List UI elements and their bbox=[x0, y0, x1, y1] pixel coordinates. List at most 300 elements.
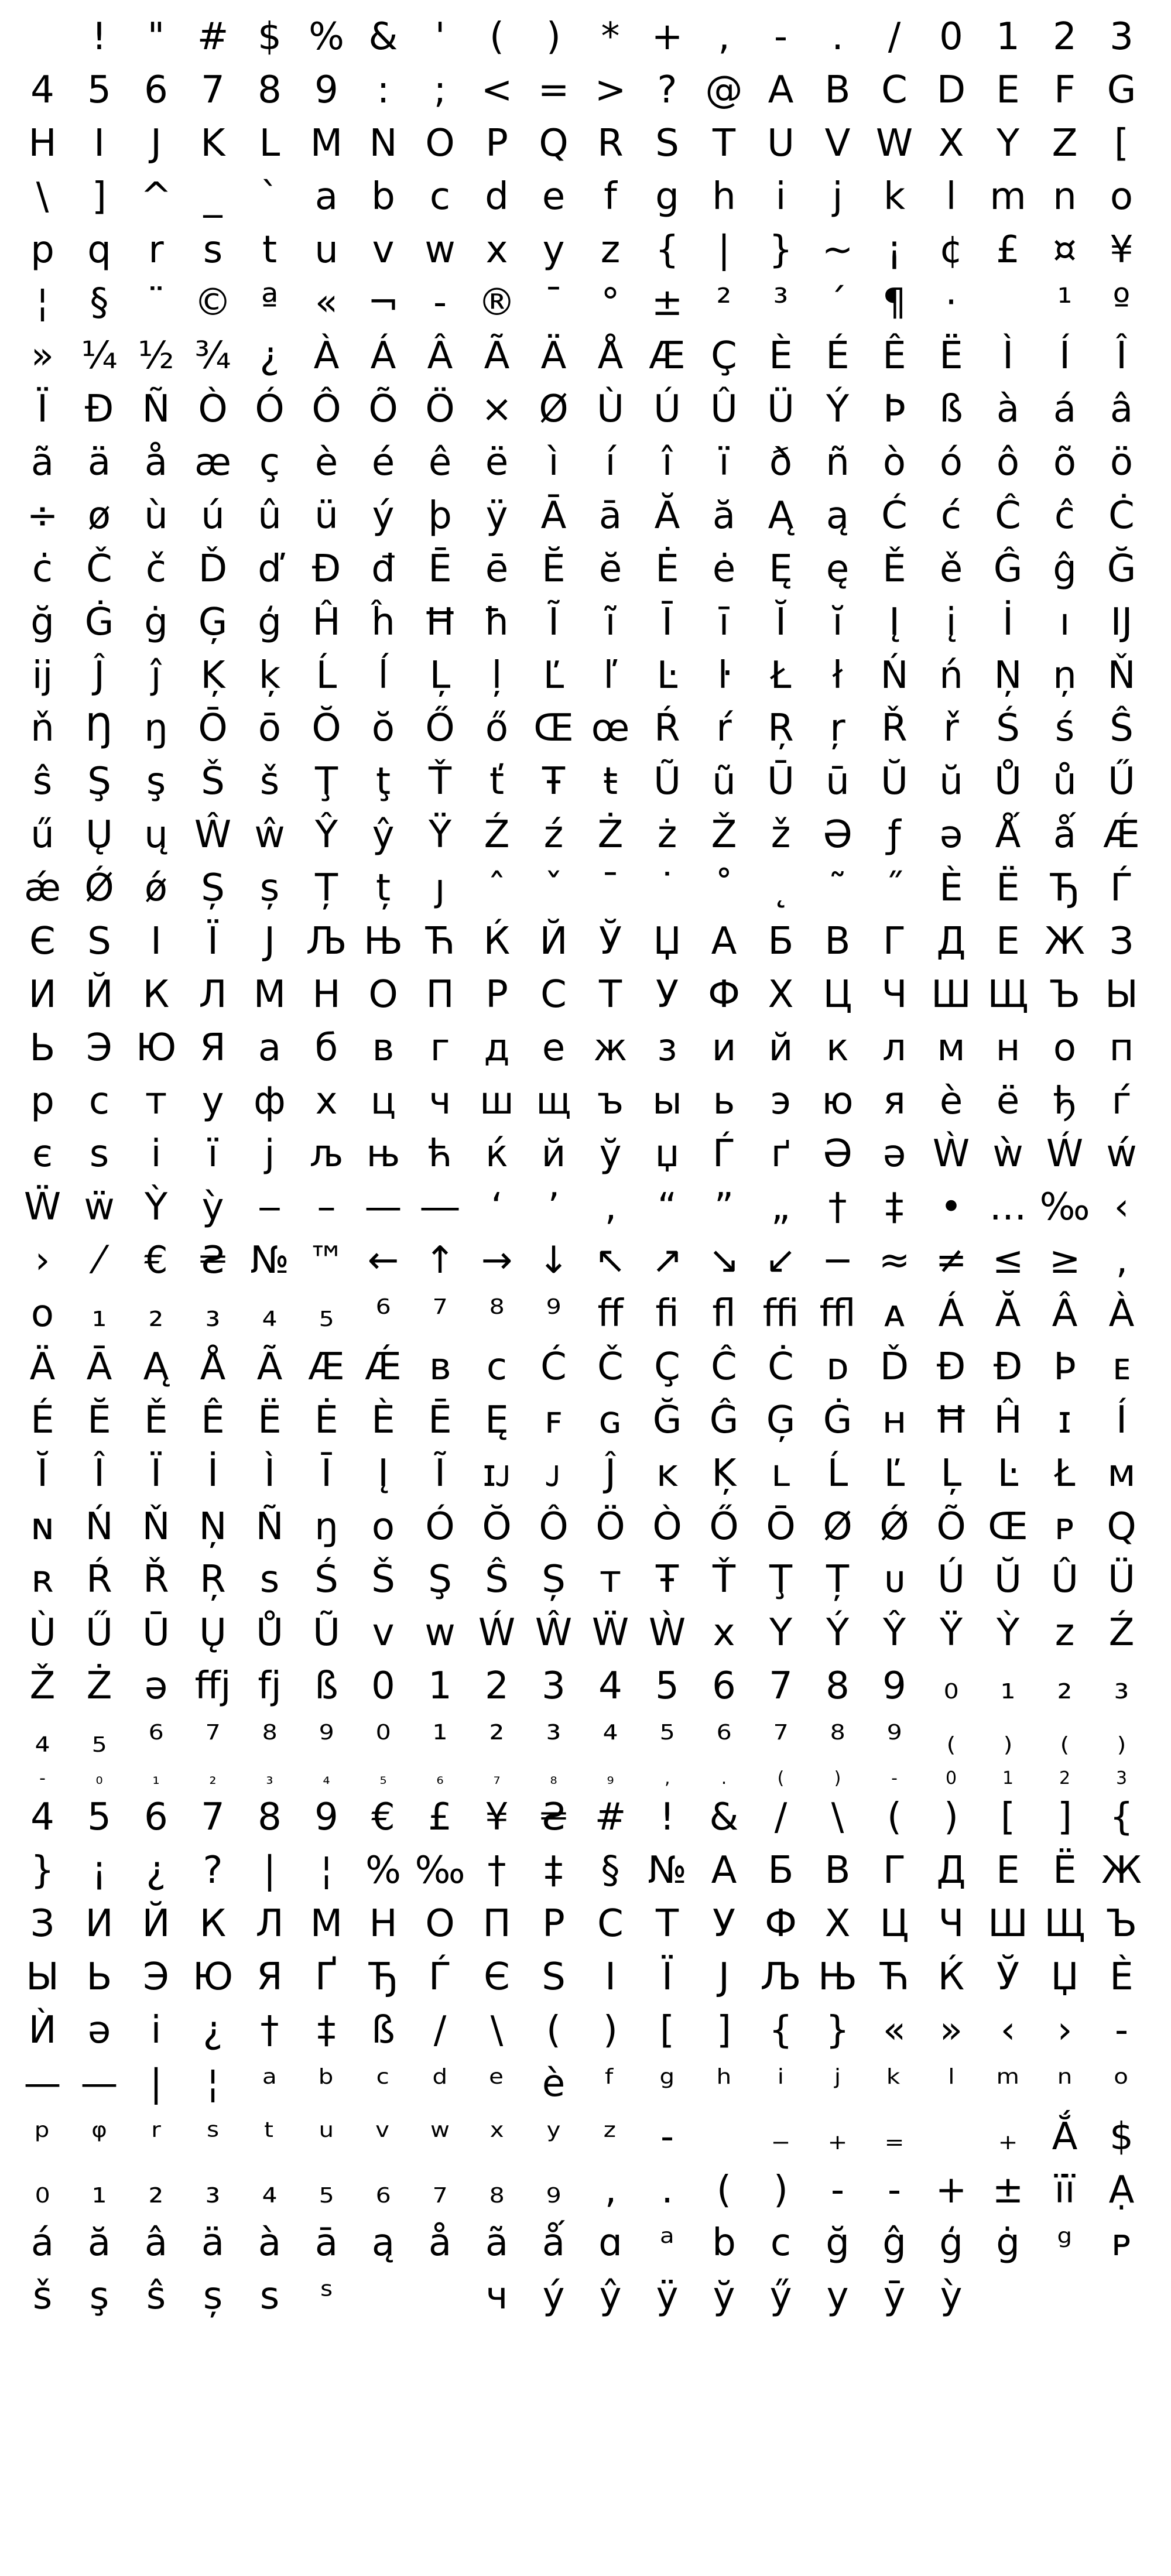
glyph-cell: Ý bbox=[826, 1611, 850, 1655]
glyph-cell: ş bbox=[89, 2274, 109, 2318]
glyph-cell: Ё bbox=[1053, 1849, 1077, 1893]
glyph-cell: ? bbox=[657, 68, 677, 112]
glyph-cell: / bbox=[888, 15, 901, 59]
glyph-cell: ₄ bbox=[262, 2168, 278, 2212]
glyph-row bbox=[14, 2164, 1157, 2217]
glyph-cell: н bbox=[995, 1026, 1021, 1070]
glyph-cell: Ѕ bbox=[87, 919, 111, 963]
glyph-row bbox=[14, 1128, 1157, 1181]
glyph-cell: ᴘ bbox=[1111, 2221, 1132, 2265]
glyph-cell: ó bbox=[939, 441, 963, 484]
glyph-cell: d bbox=[485, 174, 509, 218]
glyph-cell: ŀ bbox=[717, 653, 731, 697]
glyph-cell: Ŀ bbox=[997, 1451, 1019, 1495]
glyph-cell: Ń bbox=[880, 653, 909, 697]
glyph-cell: ⁶ bbox=[148, 1718, 164, 1761]
glyph-cell: Ċ bbox=[1108, 494, 1135, 537]
glyph-cell: — bbox=[80, 2061, 118, 2105]
glyph-cell: à bbox=[258, 2221, 282, 2265]
glyph-cell: ] bbox=[717, 2008, 731, 2052]
glyph-cell: п bbox=[1109, 1026, 1134, 1070]
glyph-cell: ў bbox=[599, 1132, 622, 1176]
glyph-cell: а bbox=[258, 1026, 282, 1070]
glyph-cell: ᴋ bbox=[656, 1451, 679, 1495]
glyph-cell: Ñ bbox=[142, 388, 170, 431]
glyph-cell: 0 bbox=[939, 15, 963, 59]
glyph-cell: ₄ bbox=[323, 1767, 330, 1789]
glyph-cell: † bbox=[260, 2008, 279, 2052]
glyph-cell: ô bbox=[996, 441, 1020, 484]
glyph-cell: } bbox=[826, 2008, 850, 2052]
glyph-cell: é bbox=[371, 441, 395, 484]
glyph-cell: 2 bbox=[1053, 15, 1077, 59]
glyph-cell: y bbox=[826, 2274, 849, 2318]
glyph-cell: Ô bbox=[311, 388, 341, 431]
glyph-cell: э bbox=[770, 1079, 792, 1123]
glyph-cell: ⁸ bbox=[489, 1292, 505, 1335]
glyph-cell: Ш bbox=[988, 1902, 1028, 1946]
glyph-cell: Ѓ bbox=[1110, 866, 1134, 910]
glyph-cell: ~ bbox=[821, 228, 854, 272]
glyph-cell: Ė bbox=[655, 547, 679, 591]
glyph-cell: ≈ bbox=[878, 1239, 910, 1283]
glyph-cell: ī bbox=[718, 600, 730, 644]
glyph-cell: Ï bbox=[150, 1451, 162, 1495]
glyph-cell: Ł bbox=[1054, 1451, 1076, 1495]
glyph-cell: ć bbox=[940, 494, 962, 537]
glyph-cell: Ъ bbox=[1105, 1902, 1138, 1946]
glyph-cell: ø bbox=[87, 494, 111, 537]
glyph-cell: Х bbox=[824, 1902, 851, 1946]
glyph-cell: ŷ bbox=[599, 2274, 622, 2318]
glyph-cell: j bbox=[832, 174, 843, 218]
glyph-cell: « bbox=[882, 2008, 906, 2052]
glyph-cell: ќ bbox=[485, 1132, 508, 1176]
glyph-cell: § bbox=[601, 1849, 620, 1893]
glyph-cell: ₁ bbox=[91, 1292, 107, 1335]
glyph-cell: ₍ bbox=[1060, 1718, 1070, 1761]
glyph-cell: Ů bbox=[256, 1611, 283, 1655]
glyph-cell: Ț bbox=[314, 866, 338, 910]
glyph-cell: ð bbox=[769, 441, 793, 484]
glyph-cell: Ь bbox=[86, 1955, 112, 1999]
glyph-cell: ᵈ bbox=[432, 2061, 448, 2105]
glyph-cell: ⁿ bbox=[1057, 2061, 1073, 2105]
glyph-row bbox=[14, 1075, 1157, 1128]
glyph-cell: ₁ bbox=[152, 1767, 160, 1789]
glyph-cell: Ю bbox=[135, 1026, 177, 1070]
glyph-cell: ń bbox=[939, 653, 963, 697]
glyph-cell: Ф bbox=[707, 972, 741, 1016]
glyph-cell: Ł bbox=[770, 653, 792, 697]
glyph-cell: % bbox=[365, 1849, 401, 1893]
glyph-cell: Ň bbox=[1107, 653, 1136, 697]
glyph-row bbox=[14, 1713, 1157, 1766]
glyph-cell: Ō bbox=[766, 1505, 796, 1549]
glyph-cell: ₅ bbox=[319, 1292, 334, 1335]
glyph-cell: E bbox=[996, 68, 1020, 112]
glyph-cell: ß bbox=[371, 2008, 395, 2052]
glyph-cell: ŝ bbox=[146, 2274, 166, 2318]
glyph-cell: † bbox=[828, 1186, 847, 1229]
glyph-cell: Я bbox=[256, 1955, 283, 1999]
glyph-cell: . bbox=[831, 15, 844, 59]
glyph-cell: 7 bbox=[769, 1664, 793, 1708]
glyph-cell: ř bbox=[943, 707, 959, 751]
glyph-cell: ' bbox=[434, 15, 446, 59]
glyph-cell: £ bbox=[428, 1796, 452, 1839]
glyph-cell: Ĕ bbox=[542, 547, 566, 591]
glyph-cell: ê bbox=[428, 441, 452, 484]
glyph-cell: ‰ bbox=[1039, 1186, 1090, 1229]
glyph-cell: Ò bbox=[198, 388, 228, 431]
glyph-cell: ň bbox=[30, 707, 54, 751]
glyph-cell: Ę bbox=[485, 1398, 509, 1442]
glyph-cell: i bbox=[775, 174, 786, 218]
glyph-cell: ⁶ bbox=[716, 1718, 732, 1761]
glyph-cell: ľ bbox=[603, 653, 618, 697]
glyph-cell: М bbox=[253, 972, 286, 1016]
glyph-cell: & bbox=[368, 15, 398, 59]
glyph-cell: И bbox=[28, 972, 57, 1016]
glyph-cell: Å bbox=[200, 1345, 226, 1389]
glyph-row bbox=[14, 1234, 1157, 1287]
glyph-cell: ® bbox=[478, 281, 516, 325]
glyph-cell: ė bbox=[712, 547, 736, 591]
glyph-cell: Ќ bbox=[937, 1955, 965, 1999]
glyph-cell: Ŕ bbox=[654, 707, 680, 751]
glyph-cell: ᵗ bbox=[264, 2115, 275, 2159]
glyph-cell: ћ bbox=[427, 1132, 453, 1176]
glyph-cell: ᴏ bbox=[30, 1292, 54, 1335]
glyph-cell: ẁ bbox=[992, 1132, 1023, 1176]
glyph-cell: Ц bbox=[879, 1902, 909, 1946]
glyph-cell: Л bbox=[255, 1902, 284, 1946]
glyph-cell: Ű bbox=[1108, 760, 1135, 804]
glyph-cell: . bbox=[721, 1767, 727, 1789]
glyph-cell: ĩ bbox=[605, 600, 616, 644]
glyph-cell: д bbox=[484, 1026, 510, 1070]
glyph-cell: | bbox=[263, 1849, 276, 1893]
glyph-cell: ⁴ bbox=[602, 1718, 618, 1761]
glyph-cell: ŝ bbox=[32, 760, 53, 804]
glyph-cell: ў bbox=[713, 2274, 735, 2318]
glyph-cell: Ā bbox=[540, 494, 567, 537]
glyph-cell: Щ bbox=[1044, 1902, 1086, 1946]
glyph-cell: Ẅ bbox=[23, 1186, 61, 1229]
glyph-row bbox=[14, 276, 1157, 330]
glyph-cell: Ć bbox=[540, 1345, 567, 1389]
glyph-cell: ffj bbox=[194, 1664, 231, 1708]
glyph-cell: Ĭ bbox=[37, 1451, 48, 1495]
glyph-cell: ű bbox=[30, 813, 54, 857]
glyph-cell: ц bbox=[370, 1079, 396, 1123]
glyph-cell: + bbox=[935, 2168, 967, 2212]
glyph-row bbox=[14, 755, 1157, 809]
glyph-cell: } bbox=[769, 228, 793, 272]
glyph-cell: ‹ bbox=[1000, 2008, 1016, 2052]
glyph-cell: Ō bbox=[198, 707, 228, 751]
glyph-cell: ˛ bbox=[771, 866, 790, 910]
glyph-cell: Ě bbox=[144, 1398, 168, 1442]
glyph-cell: A bbox=[768, 68, 794, 112]
glyph-cell: Ì bbox=[264, 1451, 275, 1495]
glyph-cell: Ö bbox=[425, 388, 455, 431]
glyph-cell: Ë bbox=[939, 334, 963, 378]
glyph-cell: ĝ bbox=[882, 2221, 906, 2265]
glyph-cell: † bbox=[487, 1849, 506, 1893]
glyph-cell: ! bbox=[659, 1796, 675, 1839]
glyph-row bbox=[14, 224, 1157, 277]
glyph-cell: Ê bbox=[201, 1398, 225, 1442]
glyph-cell: » bbox=[939, 2008, 963, 2052]
glyph-cell: < bbox=[481, 68, 513, 112]
glyph-row bbox=[14, 2057, 1157, 2111]
glyph-cell: П bbox=[426, 972, 454, 1016]
glyph-cell: ₅ bbox=[91, 1718, 107, 1761]
glyph-cell: ´ bbox=[828, 281, 847, 325]
glyph-cell: Û bbox=[710, 388, 738, 431]
glyph-cell: р bbox=[30, 1079, 54, 1123]
glyph-cell: ź bbox=[543, 813, 564, 857]
glyph-cell: ₉ bbox=[607, 1767, 614, 1789]
glyph-cell: ğ bbox=[826, 2221, 850, 2265]
glyph-cell: ġ bbox=[144, 600, 168, 644]
glyph-cell: ŕ bbox=[716, 707, 732, 751]
glyph-cell: О bbox=[368, 972, 398, 1016]
glyph-cell: f bbox=[604, 174, 617, 218]
glyph-cell: Œ bbox=[533, 707, 574, 751]
glyph-cell: ю bbox=[821, 1079, 854, 1123]
glyph-cell: і bbox=[150, 1132, 162, 1176]
glyph-cell: й bbox=[768, 1026, 793, 1070]
glyph-cell: Ẅ bbox=[591, 1611, 629, 1655]
glyph-cell: ł bbox=[832, 653, 843, 697]
glyph-cell: ě bbox=[939, 547, 963, 591]
glyph-cell: - bbox=[887, 2168, 902, 2212]
glyph-cell: 3 bbox=[1115, 1767, 1128, 1789]
glyph-cell: a bbox=[314, 174, 338, 218]
glyph-cell: Ķ bbox=[711, 1451, 737, 1495]
glyph-cell: ʲ bbox=[834, 2061, 841, 2105]
glyph-cell: fl bbox=[712, 1292, 736, 1335]
glyph-cell: Ş bbox=[428, 1558, 452, 1602]
glyph-cell: ĉ bbox=[1054, 494, 1076, 537]
glyph-cell: Й bbox=[539, 919, 568, 963]
glyph-cell: С bbox=[540, 972, 567, 1016]
glyph-cell: • bbox=[940, 1186, 963, 1229]
glyph-cell: Ć bbox=[881, 494, 908, 537]
glyph-cell: À bbox=[1108, 1292, 1135, 1335]
glyph-cell: ₆ bbox=[436, 1767, 444, 1789]
glyph-cell: Ū bbox=[767, 760, 795, 804]
glyph-cell: ˉ bbox=[601, 866, 620, 910]
glyph-cell: ₀ bbox=[35, 2168, 50, 2212]
glyph-cell: É bbox=[826, 334, 850, 378]
glyph-cell: \ bbox=[831, 1796, 844, 1839]
glyph-cell: Ņ bbox=[994, 653, 1022, 697]
glyph-cell: ˆ bbox=[487, 866, 506, 910]
glyph-cell: ʜ bbox=[882, 1398, 907, 1442]
glyph-cell: b bbox=[712, 2221, 736, 2265]
glyph-cell: ā bbox=[314, 2221, 338, 2265]
glyph-cell: Ģ bbox=[198, 600, 228, 644]
glyph-cell: İ bbox=[1002, 600, 1014, 644]
glyph-cell: G bbox=[1107, 68, 1136, 112]
glyph-cell: ᵇ bbox=[318, 2061, 335, 2105]
glyph-cell: Ĺ bbox=[827, 1451, 848, 1495]
glyph-cell: ÿ bbox=[485, 494, 508, 537]
glyph-row bbox=[14, 968, 1157, 1022]
glyph-cell: ₂ bbox=[1057, 1664, 1073, 1708]
glyph-cell: ə bbox=[87, 2008, 111, 2052]
glyph-cell: ģ bbox=[939, 2221, 963, 2265]
glyph-cell: Ž bbox=[29, 1664, 56, 1708]
glyph-cell: ђ bbox=[1053, 1079, 1077, 1123]
glyph-cell: ь bbox=[713, 1079, 735, 1123]
glyph-cell: ʟ bbox=[771, 1451, 790, 1495]
glyph-cell: # bbox=[594, 1796, 626, 1839]
glyph-cell: Ő bbox=[425, 707, 455, 751]
glyph-cell: 9 bbox=[314, 68, 338, 112]
glyph-cell: ¢ bbox=[939, 228, 963, 272]
glyph-cell: ș bbox=[203, 2274, 223, 2318]
glyph-cell: ŋ bbox=[144, 707, 168, 751]
glyph-cell: ₋ bbox=[771, 2115, 791, 2159]
glyph-cell: ᵐ bbox=[996, 2061, 1020, 2105]
glyph-cell: R bbox=[597, 121, 624, 165]
glyph-cell: Ċ bbox=[768, 1345, 794, 1389]
glyph-cell: Ẁ bbox=[648, 1611, 686, 1655]
glyph-cell: Ź bbox=[484, 813, 510, 857]
glyph-cell: ˚ bbox=[714, 866, 734, 910]
glyph-cell: y bbox=[542, 228, 565, 272]
glyph-cell: œ bbox=[591, 707, 630, 751]
glyph-cell: Ì bbox=[1002, 334, 1014, 378]
glyph-cell: ₴ bbox=[539, 1796, 569, 1839]
glyph-cell: q bbox=[87, 228, 111, 272]
glyph-cell: ! bbox=[91, 15, 107, 59]
glyph-cell: Q bbox=[1107, 1505, 1136, 1549]
glyph-cell: ¥ bbox=[485, 1796, 509, 1839]
glyph-cell: Y bbox=[996, 121, 1020, 165]
glyph-cell: Ỳ bbox=[144, 1186, 168, 1229]
glyph-cell: Õ bbox=[936, 1505, 966, 1549]
glyph-row bbox=[14, 330, 1157, 383]
glyph-cell: ŷ bbox=[372, 813, 395, 857]
glyph-cell: p bbox=[30, 228, 54, 272]
glyph-cell: J bbox=[150, 121, 162, 165]
glyph-cell: Č bbox=[86, 547, 112, 591]
glyph-cell: ( bbox=[717, 2168, 731, 2212]
glyph-cell: F bbox=[1054, 68, 1076, 112]
glyph-cell: А bbox=[711, 919, 737, 963]
glyph-cell: „ bbox=[771, 1186, 791, 1229]
glyph-cell: ₆ bbox=[375, 2168, 391, 2212]
glyph-cell: Б bbox=[768, 919, 794, 963]
glyph-cell: đ bbox=[371, 547, 395, 591]
glyph-cell: Ś bbox=[996, 707, 1020, 751]
glyph-cell: Œ bbox=[988, 1505, 1028, 1549]
glyph-cell: ₍ bbox=[946, 1718, 956, 1761]
glyph-cell: Į bbox=[378, 1451, 389, 1495]
glyph-cell: ĳ bbox=[32, 653, 53, 697]
glyph-cell: Ī bbox=[662, 600, 673, 644]
glyph-cell: ⁸ bbox=[830, 1718, 845, 1761]
glyph-cell: ß bbox=[939, 388, 963, 431]
glyph-cell: Ĭ bbox=[775, 600, 786, 644]
glyph-cell: o bbox=[1110, 174, 1134, 218]
glyph-cell: Е bbox=[996, 1849, 1020, 1893]
glyph-cell: Ш bbox=[931, 972, 971, 1016]
glyph-cell: ‚ bbox=[604, 2168, 617, 2212]
glyph-row bbox=[14, 649, 1157, 703]
glyph-cell: Ń bbox=[85, 1505, 114, 1549]
glyph-cell: И bbox=[85, 1902, 114, 1946]
glyph-cell: Ç bbox=[711, 334, 737, 378]
glyph-cell: ŗ bbox=[830, 707, 845, 751]
glyph-cell: ¿ bbox=[203, 2008, 223, 2052]
glyph-row bbox=[14, 702, 1157, 755]
glyph-cell: ³ bbox=[773, 281, 789, 325]
glyph-cell: 3 bbox=[1110, 15, 1134, 59]
glyph-cell: ŵ bbox=[254, 813, 285, 857]
glyph-cell: ɢ bbox=[598, 1398, 622, 1442]
glyph-row bbox=[14, 1844, 1157, 1897]
glyph-cell: … bbox=[989, 1186, 1027, 1229]
glyph-cell: ‡ bbox=[885, 1186, 904, 1229]
glyph-cell: ± bbox=[651, 281, 683, 325]
glyph-cell: Ľ bbox=[884, 1451, 905, 1495]
glyph-cell: ← bbox=[367, 1239, 399, 1283]
glyph-row bbox=[14, 383, 1157, 436]
glyph-cell: Ÿ bbox=[428, 813, 452, 857]
glyph-cell: © bbox=[194, 281, 232, 325]
glyph-cell: ș bbox=[259, 866, 280, 910]
glyph-cell: ǽ bbox=[24, 866, 61, 910]
glyph-cell: ˡ bbox=[948, 2061, 954, 2105]
glyph-cell: ї bbox=[207, 1132, 218, 1176]
glyph-cell: - bbox=[773, 15, 788, 59]
glyph-cell: Я bbox=[200, 1026, 226, 1070]
glyph-cell: Л bbox=[198, 972, 227, 1016]
glyph-cell: Á bbox=[938, 1292, 964, 1335]
glyph-cell: È bbox=[939, 866, 963, 910]
glyph-cell: s bbox=[203, 228, 223, 272]
glyph-cell: ë bbox=[996, 1079, 1020, 1123]
glyph-cell: ™ bbox=[307, 1239, 345, 1283]
glyph-cell: å bbox=[144, 441, 168, 484]
glyph-cell: С bbox=[597, 1902, 624, 1946]
glyph-cell: Ť bbox=[428, 760, 452, 804]
glyph-cell: ĝ bbox=[1053, 547, 1077, 591]
glyph-cell: ä bbox=[201, 2221, 225, 2265]
glyph-cell: І bbox=[150, 919, 162, 963]
glyph-cell: ӳ bbox=[769, 2274, 792, 2318]
glyph-cell: Ѓ bbox=[712, 1132, 736, 1176]
glyph-cell: Ē bbox=[428, 1398, 452, 1442]
glyph-cell: ü bbox=[314, 494, 338, 537]
glyph-cell: Ŕ bbox=[86, 1558, 112, 1602]
glyph-cell: ȷ bbox=[434, 866, 446, 910]
glyph-cell: Ļ bbox=[429, 653, 451, 697]
glyph-cell: V bbox=[824, 121, 851, 165]
glyph-cell: ˙ bbox=[658, 866, 677, 910]
glyph-cell: { bbox=[1110, 1796, 1134, 1839]
glyph-cell: ₈ bbox=[489, 2168, 505, 2212]
glyph-grid bbox=[14, 11, 1157, 2323]
glyph-cell: $ bbox=[1110, 2115, 1134, 2159]
